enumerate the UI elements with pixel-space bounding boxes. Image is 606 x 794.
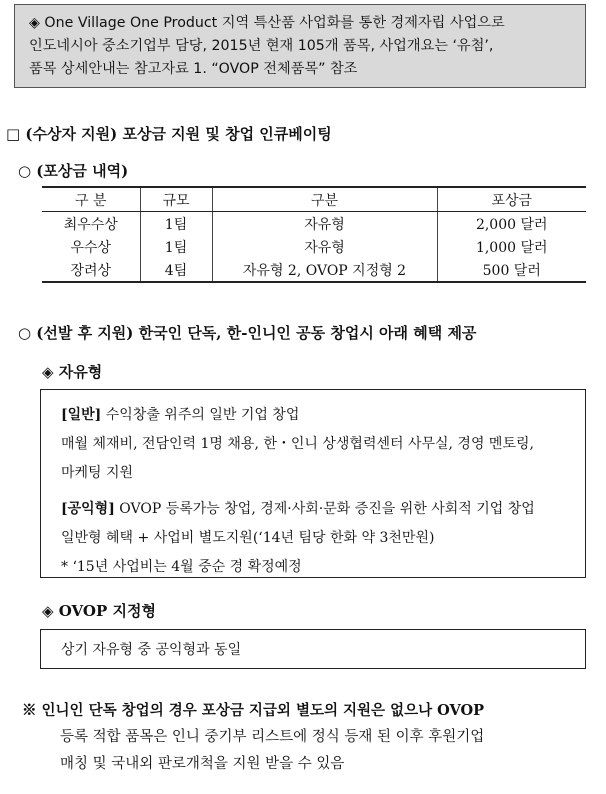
general-benefits: 매월 체재비, 전담인력 1명 채용, 한・인니 상생협력센터 사무실, 경영 멘토링,	[61, 436, 534, 452]
public-tag: [공익형]	[61, 501, 115, 517]
table-cell: 2,000 달러	[437, 212, 586, 236]
ovop-type-box	[40, 629, 586, 669]
public-note: * ‘15년 사업비는 4월 중순 경 확정예정	[61, 559, 302, 575]
table-cell: 1,000 달러	[437, 235, 586, 258]
table-cell: 우수상	[70, 239, 112, 256]
footnote-line: 매칭 및 국내외 판로개척을 지원 받을 수 있음	[60, 756, 345, 772]
table-cell: 최우수상	[63, 216, 118, 233]
table-cell: 자유형	[212, 235, 437, 258]
table-cell: 자유형	[212, 212, 437, 236]
footnote-line: ※ 인니인 단독 창업의 경우 포상금 지급외 별도의 지원은 없으나 OVOP	[22, 702, 485, 719]
general-text: 수익창출 위주의 일반 기업 창업	[101, 407, 300, 423]
general-line	[61, 401, 585, 430]
table-cell: 1팀	[140, 235, 212, 258]
table-header-row	[42, 187, 586, 212]
table-cell: 장려상	[42, 258, 140, 282]
table-row	[42, 212, 586, 236]
table-cell: 4팀	[140, 258, 212, 282]
ovop-type-heading: ◈ OVOP 지정형	[42, 602, 156, 620]
prize-heading: ○ (포상금 내역)	[18, 162, 129, 180]
info-line: ◈ One Village One Product 지역 특산품 사업화를 통한 경제자립 사업으로	[29, 15, 505, 31]
support-heading: ○ (선발 후 지원) 한국인 단독, 한-인니인 공동 창업시 아래 혜택 제공	[18, 324, 477, 342]
column-header: 구 분	[42, 187, 140, 212]
footnote	[22, 697, 484, 778]
public-text: OVOP 등록가능 창업, 경제·사회·문화 증진을 위한 사회적 기업 창업	[114, 501, 535, 517]
section-title: □ (수상자 지원) 포상금 지원 및 창업 인큐베이팅	[6, 125, 332, 143]
table-row	[42, 258, 586, 282]
free-type-heading: ◈ 자유형	[42, 363, 103, 381]
ovop-info-box	[14, 4, 586, 88]
public-line	[61, 495, 585, 524]
general-benefits-cont: 마케팅 지원	[61, 465, 134, 481]
ovop-type-text: 상기 자유형 중 공익형과 동일	[61, 642, 242, 658]
info-line: 인도네시아 중소기업부 담당, 2015년 현재 105개 품목, 사업개요는 ‘유첨’,	[29, 38, 494, 54]
column-header: 규모	[140, 187, 212, 212]
prize-table	[42, 186, 586, 283]
column-header: 포상금	[437, 187, 586, 212]
free-type-box	[40, 389, 586, 578]
general-tag: [일반]	[61, 407, 102, 423]
table-cell: 500 달러	[437, 258, 586, 282]
public-benefits: 일반형 혜택 + 사업비 별도지원(‘14년 팀당 한화 약 3천만원)	[61, 530, 435, 546]
footnote-line: 등록 적합 품목은 인니 중기부 리스트에 정식 등재 된 이후 후원기업	[60, 729, 485, 745]
info-line: 품목 상세안내는 참고자료 1. “OVOP 전체품목” 참조	[29, 61, 358, 77]
column-header: 구분	[212, 187, 437, 212]
table-row	[42, 235, 586, 258]
table-cell: 자유형 2, OVOP 지정형 2	[212, 258, 437, 282]
table-cell: 1팀	[140, 212, 212, 236]
